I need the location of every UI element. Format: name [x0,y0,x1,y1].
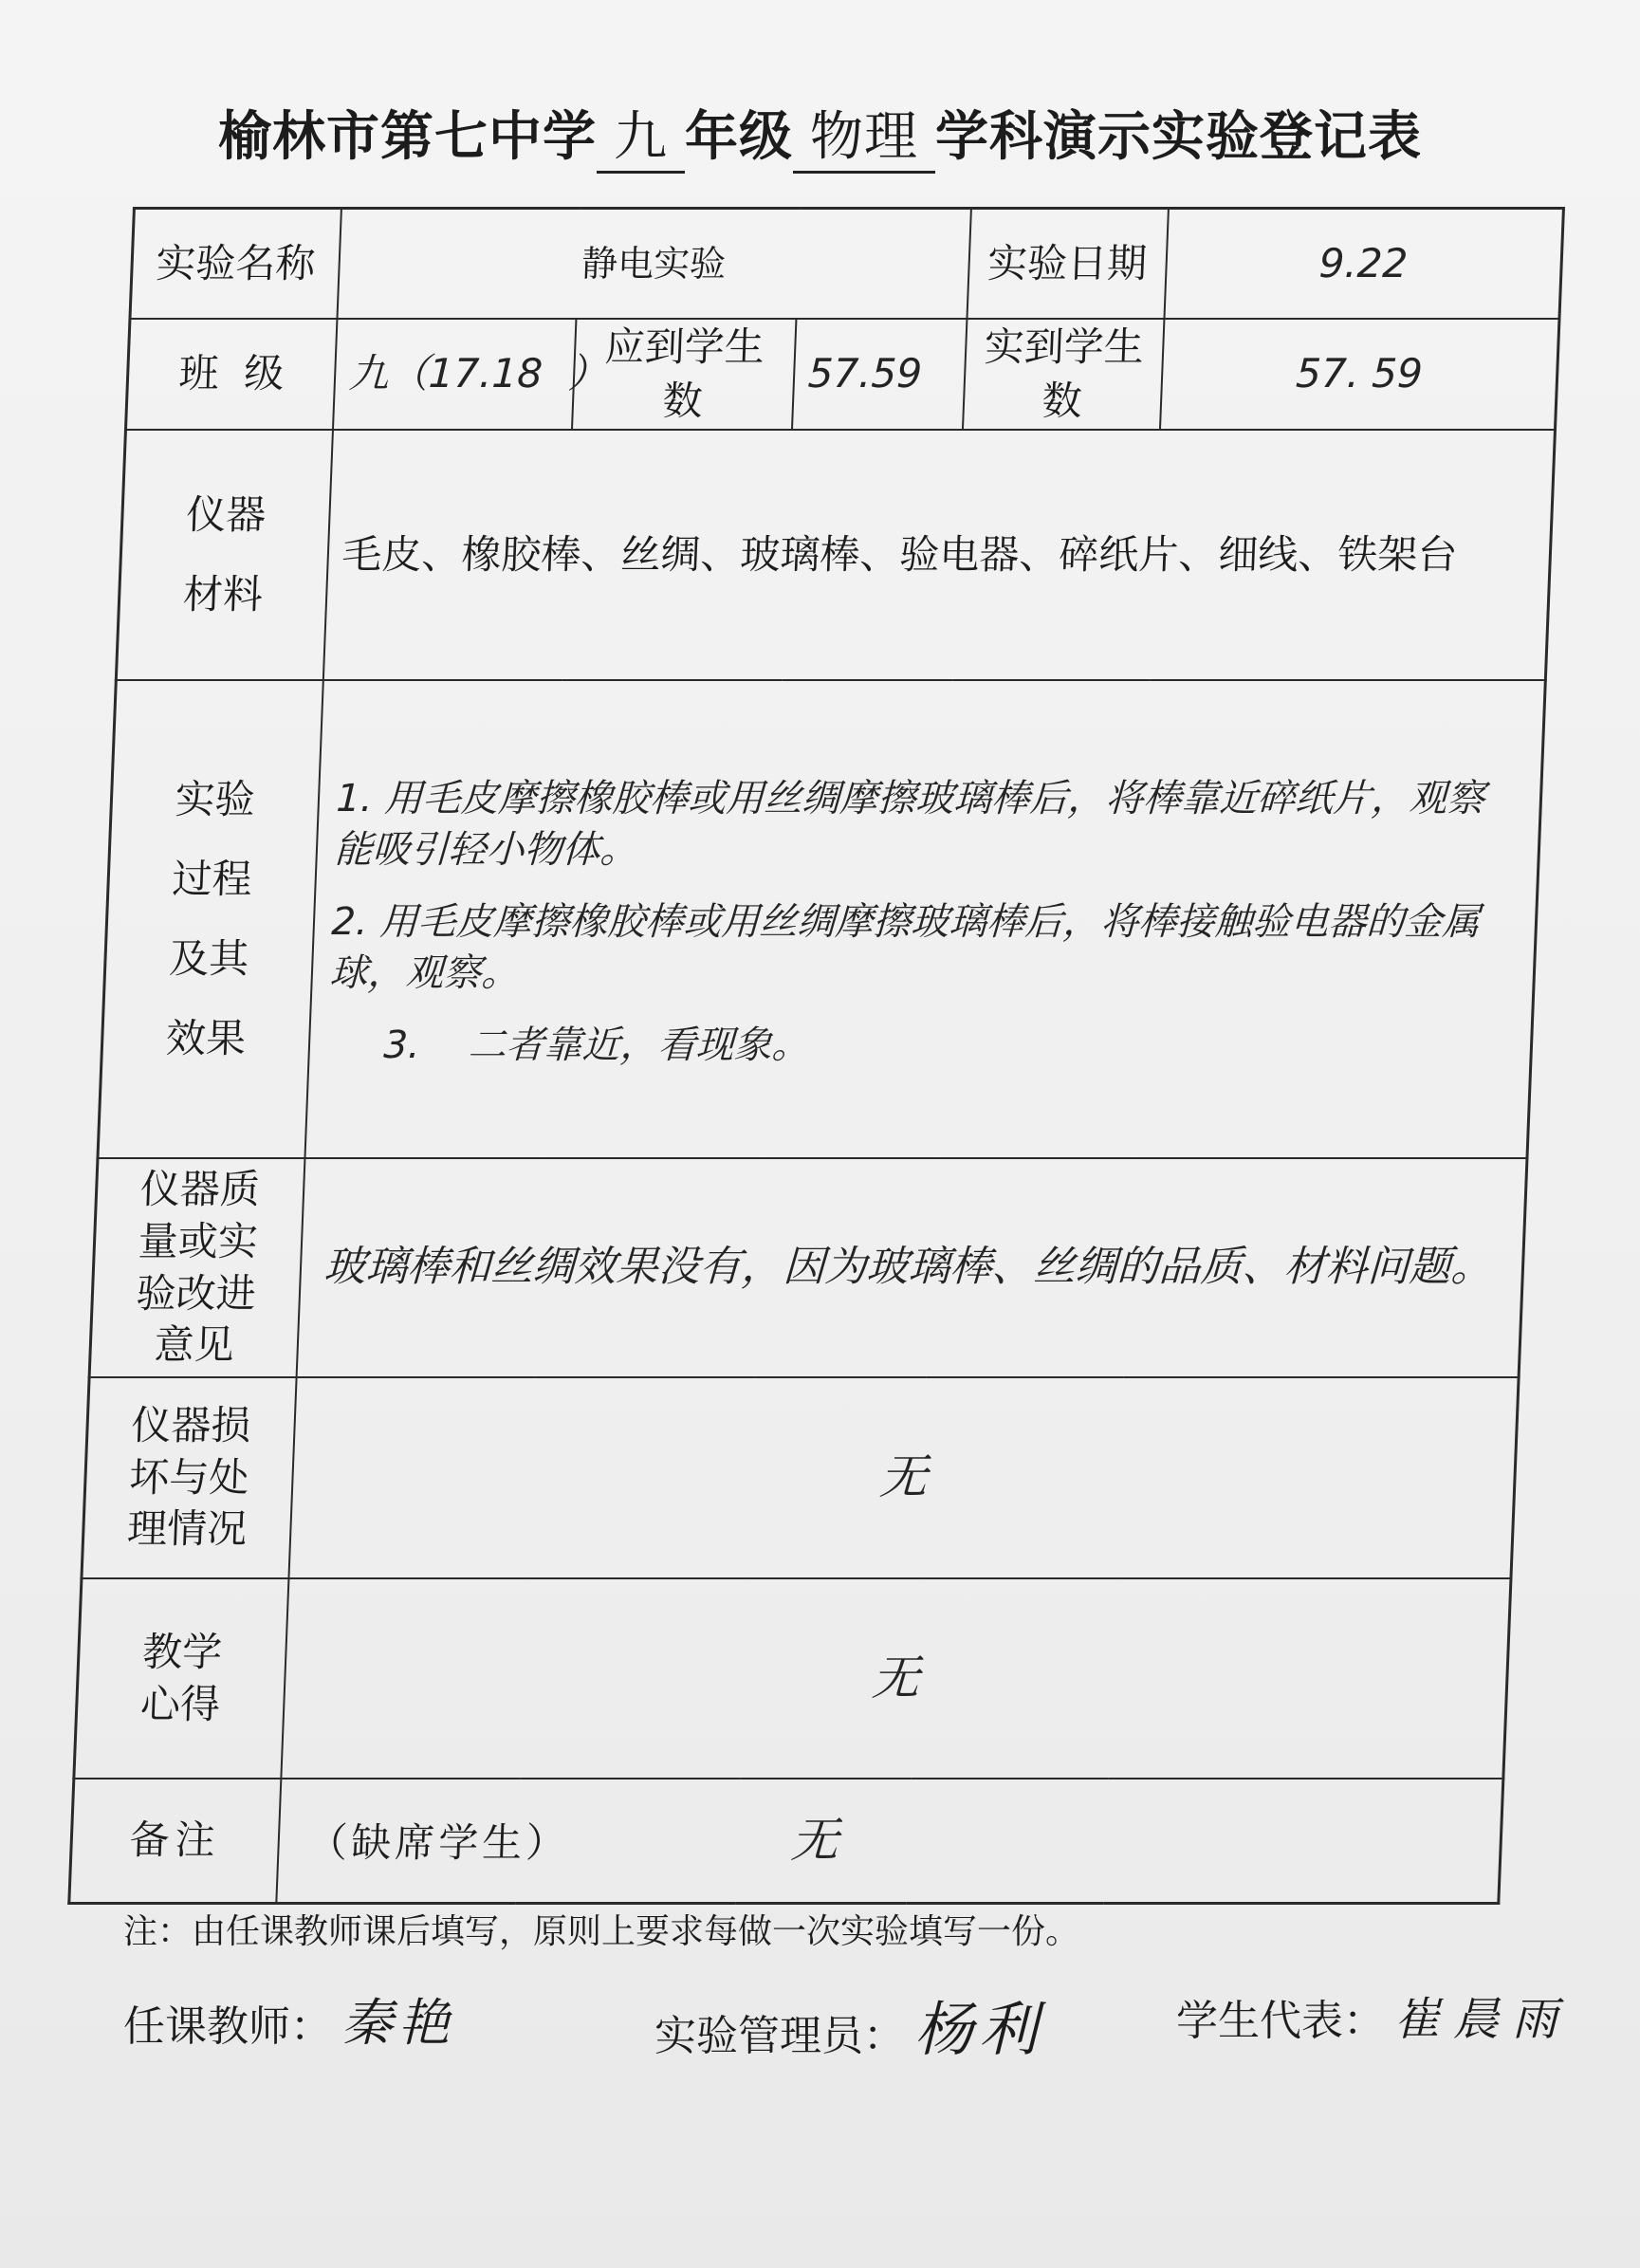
title-suffix: 学科演示实验登记表 [935,105,1422,168]
process-step-1: 1. 用毛皮摩擦橡胶棒或用丝绸摩擦玻璃棒后，将棒靠近碎纸片，观察能吸引轻小物体。 [333,776,1486,872]
form-title [0,95,1640,174]
teacher-label: 任课教师： [123,2002,332,2051]
quality-value: 玻璃棒和丝绸效果没有，因为玻璃棒、丝绸的品质、材料问题。 [296,1158,1527,1378]
registration-table-wrap [67,207,1565,1905]
signature-row [123,1964,1584,2077]
row-quality [89,1158,1527,1378]
remarks-absent-students-label: （缺席学生） [306,1818,571,1866]
experiment-date-value: 9.22 [1164,209,1563,320]
row-experiment-name [130,209,1563,320]
process-label: 实验过程及其效果 [98,680,322,1158]
title-subject: 物理 [793,95,935,174]
row-teaching [74,1578,1511,1779]
damage-label: 仪器损坏与处理情况 [82,1377,296,1578]
experiment-name-value: 静电实验 [337,209,970,320]
row-process [98,680,1545,1158]
teacher-name: 秦艳 [341,1993,455,2053]
process-step-3: 3. 二者靠近，看现象。 [382,1023,811,1067]
materials-value: 毛皮、橡胶棒、丝绸、玻璃棒、验电器、碎纸片、细线、铁架台 [322,430,1555,680]
title-grade: 九 [597,95,685,174]
teaching-value: 无 [281,1578,1511,1779]
remarks-cell [276,1779,1503,1903]
expected-students-label: 应到学生数 [571,319,795,430]
actual-students-value: 57. 59 [1159,319,1558,430]
damage-value: 无 [288,1377,1519,1578]
admin-name: 杨利 [914,1995,1044,2064]
expected-students-value: 57.59 [791,319,966,430]
student-name: 崔晨雨 [1394,1993,1572,2046]
admin-signature [654,1982,1043,2067]
row-remarks [69,1779,1503,1903]
row-damage [82,1377,1519,1578]
student-signature [1176,1982,1571,2048]
actual-students-label: 实到学生数 [962,319,1163,430]
remarks-value: 无 [789,1812,839,1868]
form-note: 注：由任课教师课后填写，原则上要求每做一次实验填写一份。 [123,1912,1080,1951]
row-materials [116,430,1555,680]
title-school: 榆林市第七中学 [218,105,597,168]
experiment-date-label: 实验日期 [967,209,1168,320]
process-step-2: 2. 用毛皮摩擦橡胶棒或用丝绸摩擦玻璃棒后，将棒接触验电器的金属球，观察。 [328,899,1482,995]
student-label: 学生代表： [1176,1997,1385,2045]
registration-table [67,207,1565,1905]
process-steps [304,680,1545,1158]
row-class [125,319,1558,430]
materials-label: 仪器材料 [116,430,332,680]
admin-label: 实验管理员： [654,2012,905,2060]
title-grade-word: 年级 [685,105,793,168]
class-value: 九（17.18 ） [332,319,575,430]
teaching-label: 教学心得 [74,1578,288,1779]
teacher-signature [123,1982,455,2056]
class-label: 班 级 [125,319,336,430]
experiment-name-label: 实验名称 [130,209,341,320]
quality-label: 仪器质量或实验改进意见 [89,1158,304,1378]
remarks-label: 备注 [69,1779,281,1903]
